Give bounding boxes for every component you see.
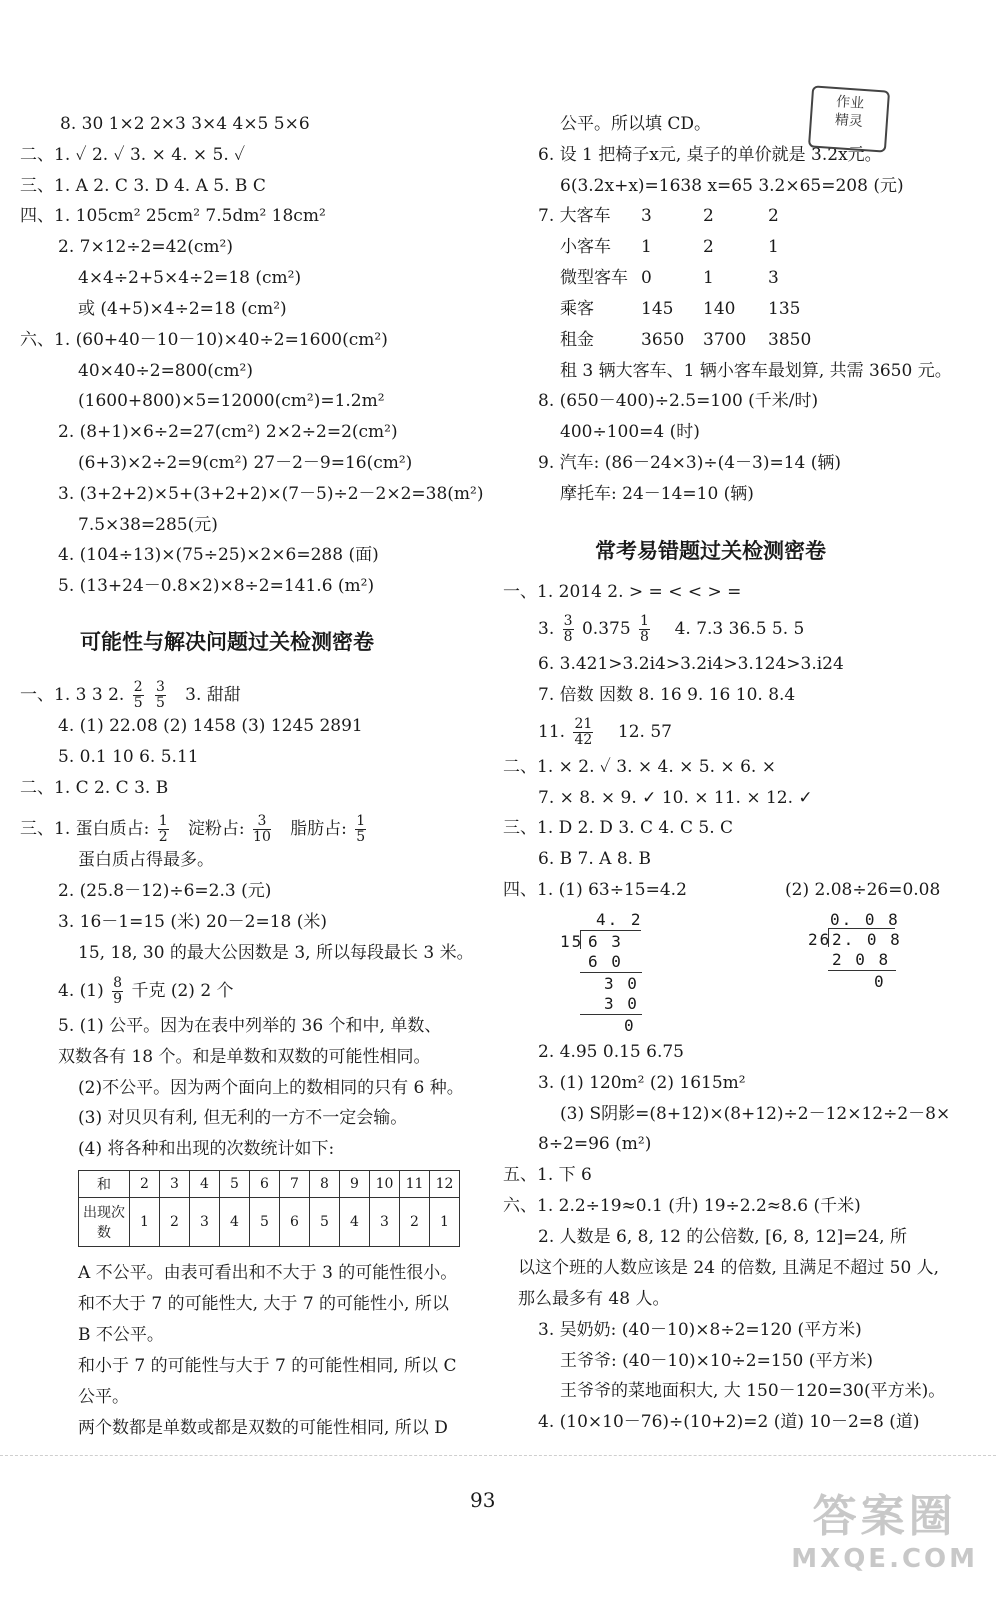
answer-line: 王爷爷: (40－10)×10÷2=150 (平方米) <box>560 1351 873 1371</box>
answer-line: 公平。 <box>78 1387 129 1407</box>
answer-line: 7. × 8. × 9. ✓ 10. × 11. × 12. ✓ <box>538 788 813 808</box>
answer-line: 3. (1) 120m² (2) 1615m² <box>538 1073 746 1093</box>
answer-line: 4. (1) $\frac{8}{9}$ 千克 (2) 2 个 <box>58 975 234 1007</box>
table-cell: 1 <box>130 1198 160 1247</box>
answer-line: 蛋白质占得最多。 <box>78 850 214 870</box>
answer-line: 六、1. (60+40－10－10)×40÷2=1600(cm²) <box>20 330 388 350</box>
answer-line: 5. 0.1 10 6. 5.11 <box>58 747 199 767</box>
answer-line: 双数各有 18 个。和是单数和双数的可能性相同。 <box>58 1047 431 1067</box>
table-cell: 3 <box>370 1198 400 1247</box>
answer-line: 四、1. (1) 63÷15=4.2 <box>503 880 687 900</box>
answer-line: 15, 18, 30 的最大公因数是 3, 所以每段最长 3 米。 <box>78 943 474 963</box>
answer-line: 7. 倍数 因数 8. 16 9. 16 10. 8.4 <box>538 685 796 705</box>
table-cell: 5 <box>220 1171 250 1198</box>
answer-line: 三、1. D 2. D 3. C 4. C 5. C <box>503 818 734 838</box>
step: 3 0 <box>604 994 639 1013</box>
answer-line: 二、1. C 2. C 3. B <box>20 778 169 798</box>
divisor: 26 <box>808 930 832 949</box>
answer-line: 摩托车: 24－14=10 (辆) <box>560 484 754 504</box>
table-cell: 2 <box>130 1171 160 1198</box>
table-cell: 9 <box>340 1171 370 1198</box>
answer-line: 和小于 7 的可能性与大于 7 的可能性相同, 所以 C <box>78 1356 457 1376</box>
answer-line: 以这个班的人数应该是 24 的倍数, 且满足不超过 50 人, <box>518 1258 940 1278</box>
bus-row: 微型客车 0 1 3 <box>560 268 779 288</box>
quotient: 4. 2 <box>596 910 643 929</box>
answer-line: 二、1. × 2. ✓ 3. × 4. × 5. × 6. × <box>503 757 776 777</box>
table-row <box>79 1171 460 1198</box>
answer-line: 二、1. ✓ 2. ✓ 3. × 4. × 5. ✓ <box>20 145 246 165</box>
table-cell: 11 <box>400 1171 430 1198</box>
table-cell: 6 <box>250 1171 280 1198</box>
answer-line: 6. 设 1 把椅子x元, 桌子的单价就是 3.2x元。 <box>538 145 882 165</box>
answer-line: 8. (650－400)÷2.5=100 (千米/时) <box>538 391 819 411</box>
table-cell: 7 <box>280 1171 310 1198</box>
answer-line: 4. (104÷13)×(75÷25)×2×6=288 (面) <box>58 545 379 565</box>
answer-line: 4. (10×10－76)÷(10+2)=2 (道) 10－2=8 (道) <box>538 1412 920 1432</box>
bus-row: 租金 3650 3700 3850 <box>560 330 812 350</box>
fraction: $\frac{2}{5}$ <box>133 679 143 711</box>
answer-line: 9. 汽车: (86－24×3)÷(4－3)=14 (辆) <box>538 453 842 473</box>
table-cell: 2 <box>160 1198 190 1247</box>
table-row <box>79 1198 460 1247</box>
watermark-logo: 答案圈 MXQE.COM <box>791 1491 978 1574</box>
fraction: $\frac{21}{42}$ <box>574 716 593 748</box>
step: 2 0 8 <box>832 950 891 969</box>
answer-line: 四、1. 105cm² 25cm² 7.5dm² 18cm² <box>20 206 326 226</box>
table-cell: 12 <box>430 1171 460 1198</box>
answer-line: 三、1. A 2. C 3. D 4. A 5. B C <box>20 176 266 196</box>
answer-line: 3. (3+2+2)×5+(3+2+2)×(7－5)÷2－2×2=38(m²) <box>58 484 484 504</box>
bus-row: 乘客 145 140 135 <box>560 299 801 319</box>
answer-line: 3. $\frac{3}{8}$ 0.375 $\frac{1}{8}$ 4. 7.3 36.5 5. 5 <box>538 613 805 645</box>
answer-line: 2. (25.8－12)÷6=2.3 (元) <box>58 881 272 901</box>
step: 3 0 <box>604 974 639 993</box>
answer-line: 2. 7×12÷2=42(cm²) <box>58 237 233 257</box>
long-division-1 <box>560 908 680 1038</box>
dividend: 2. 0 8 <box>832 930 902 949</box>
answer-line: 400÷100=4 (时) <box>560 422 700 442</box>
answer-line: 那么最多有 48 人。 <box>518 1289 670 1309</box>
table-cell: 4 <box>220 1198 250 1247</box>
fraction: $\frac{1}{5}$ <box>356 813 366 845</box>
answer-line: 王爷爷的菜地面积大, 大 150－120=30(平方米)。 <box>560 1381 946 1401</box>
answer-line: 8. 30 1×2 2×3 3×4 4×5 5×6 <box>60 114 310 134</box>
answer-line: 六、1. 2.2÷19≈0.1 (升) 19÷2.2≈8.6 (千米) <box>503 1196 861 1216</box>
divisor: 15 <box>560 932 584 951</box>
answer-line: 两个数都是单数或都是双数的可能性相同, 所以 D <box>78 1418 448 1438</box>
answer-line: (6+3)×2÷2=9(cm²) 27－2－9=16(cm²) <box>78 453 413 473</box>
answer-line: 2. 人数是 6, 8, 12 的公倍数, [6, 8, 12]=24, 所 <box>538 1227 907 1247</box>
long-division-2 <box>808 908 908 998</box>
answer-line: (2)不公平。因为两个面向上的数相同的只有 6 种。 <box>78 1078 464 1098</box>
table-cell: 8 <box>310 1171 340 1198</box>
answer-line: 租 3 辆大客车、1 辆小客车最划算, 共需 3650 元。 <box>560 361 952 381</box>
bus-row: 小客车 1 2 1 <box>560 237 779 257</box>
table-cell: 6 <box>280 1198 310 1247</box>
answer-line: 11. $\frac{21}{42}$ 12. 57 <box>538 716 672 748</box>
answer-line: 7.5×38=285(元) <box>78 515 218 535</box>
table-cell: 3 <box>160 1171 190 1198</box>
bus-row: 7. 大客车 3 2 2 <box>538 206 779 226</box>
table-cell: 10 <box>370 1171 400 1198</box>
answer-line: 或 (4+5)×4÷2=18 (cm²) <box>78 299 287 319</box>
answer-line: 公平。所以填 CD。 <box>560 114 712 134</box>
table-cell: 4 <box>190 1171 220 1198</box>
table-cell: 5 <box>310 1198 340 1247</box>
remainder: 0 <box>874 972 886 991</box>
dividend: 6 3 <box>588 932 623 951</box>
quotient: 0. 0 8 <box>830 910 900 929</box>
table-cell: 2 <box>400 1198 430 1247</box>
answer-line: 2. 4.95 0.15 6.75 <box>538 1042 684 1062</box>
remainder: 0 <box>624 1016 636 1035</box>
answer-line: 5. (13+24－0.8×2)×8÷2=141.6 (m²) <box>58 576 375 596</box>
table-header-cell: 出现次数 <box>79 1198 130 1247</box>
answer-line: (4) 将各种和出现的次数统计如下: <box>78 1139 335 1159</box>
answer-line: 一、1. 2014 2. > = < < > = <box>503 582 742 602</box>
table-cell: 5 <box>250 1198 280 1247</box>
table-cell: 1 <box>430 1198 460 1247</box>
page-number: 93 <box>470 1488 496 1512</box>
answer-line: 6. 3.421>3.2i4>3.2i4>3.124>3.i24 <box>538 654 844 674</box>
fraction: $\frac{1}{8}$ <box>640 613 649 645</box>
answer-line: 40×40÷2=800(cm²) <box>78 361 253 381</box>
table-header-cell: 和 <box>79 1171 130 1198</box>
answer-line: (3) S阴影=(8+12)×(8+12)÷2－12×12÷2－8× <box>560 1104 951 1124</box>
step: 6 0 <box>588 952 623 971</box>
fraction: $\frac{1}{2}$ <box>158 813 168 845</box>
answer-line: 3. 16－1=15 (米) 20－2=18 (米) <box>58 912 328 932</box>
fraction: $\frac{3}{8}$ <box>563 613 573 645</box>
table-cell: 3 <box>190 1198 220 1247</box>
table-cell: 4 <box>340 1198 370 1247</box>
fraction: $\frac{3}{5}$ <box>156 679 165 711</box>
answer-line: 4×4÷2+5×4÷2=18 (cm²) <box>78 268 302 288</box>
answer-line: 一、1. 3 3 2. $\frac{2}{5}$ $\frac{3}{5}$ 3. 甜甜 <box>20 679 241 711</box>
answer-line: 4. (1) 22.08 (2) 1458 (3) 1245 2891 <box>58 716 363 736</box>
answer-line: 2. (8+1)×6÷2=27(cm²) 2×2÷2=2(cm²) <box>58 422 398 442</box>
section-title: 可能性与解决问题过关检测密卷 <box>80 630 374 654</box>
answer-line: B 不公平。 <box>78 1325 164 1345</box>
footer-divider <box>0 1455 996 1468</box>
answer-line: 3. 吴奶奶: (40－10)×8÷2=120 (平方米) <box>538 1320 862 1340</box>
sum-frequency-table <box>78 1170 460 1247</box>
stamp-logo: 作业 精灵 <box>808 85 890 152</box>
answer-line: 5. (1) 公平。因为在表中列举的 36 个和中, 单数、 <box>58 1016 442 1036</box>
section-title: 常考易错题过关检测密卷 <box>595 539 826 563</box>
answer-line: 6. B 7. A 8. B <box>538 849 651 869</box>
answer-line: (3) 对贝贝有利, 但无利的一方不一定会输。 <box>78 1108 408 1128</box>
answer-line: 和不大于 7 的可能性大, 大于 7 的可能性小, 所以 <box>78 1294 449 1314</box>
fraction: $\frac{3}{10}$ <box>253 813 271 845</box>
answer-line: (2) 2.08÷26=0.08 <box>785 880 941 900</box>
answer-line: 五、1. 下 6 <box>503 1165 592 1185</box>
answer-line: A 不公平。由表可看出和不大于 3 的可能性很小。 <box>78 1263 458 1283</box>
answer-line: 6(3.2x+x)=1638 x=65 3.2×65=208 (元) <box>560 176 904 196</box>
answer-line: 三、1. 蛋白质占: $\frac{1}{2}$ 淀粉占: $\frac{3}{10}$ 脂肪占: $\frac{1}{5}$ <box>20 813 366 845</box>
answer-line: 8÷2=96 (m²) <box>538 1134 652 1154</box>
answer-line: (1600+800)×5=12000(cm²)=1.2m² <box>78 391 385 411</box>
fraction: $\frac{8}{9}$ <box>113 975 123 1007</box>
